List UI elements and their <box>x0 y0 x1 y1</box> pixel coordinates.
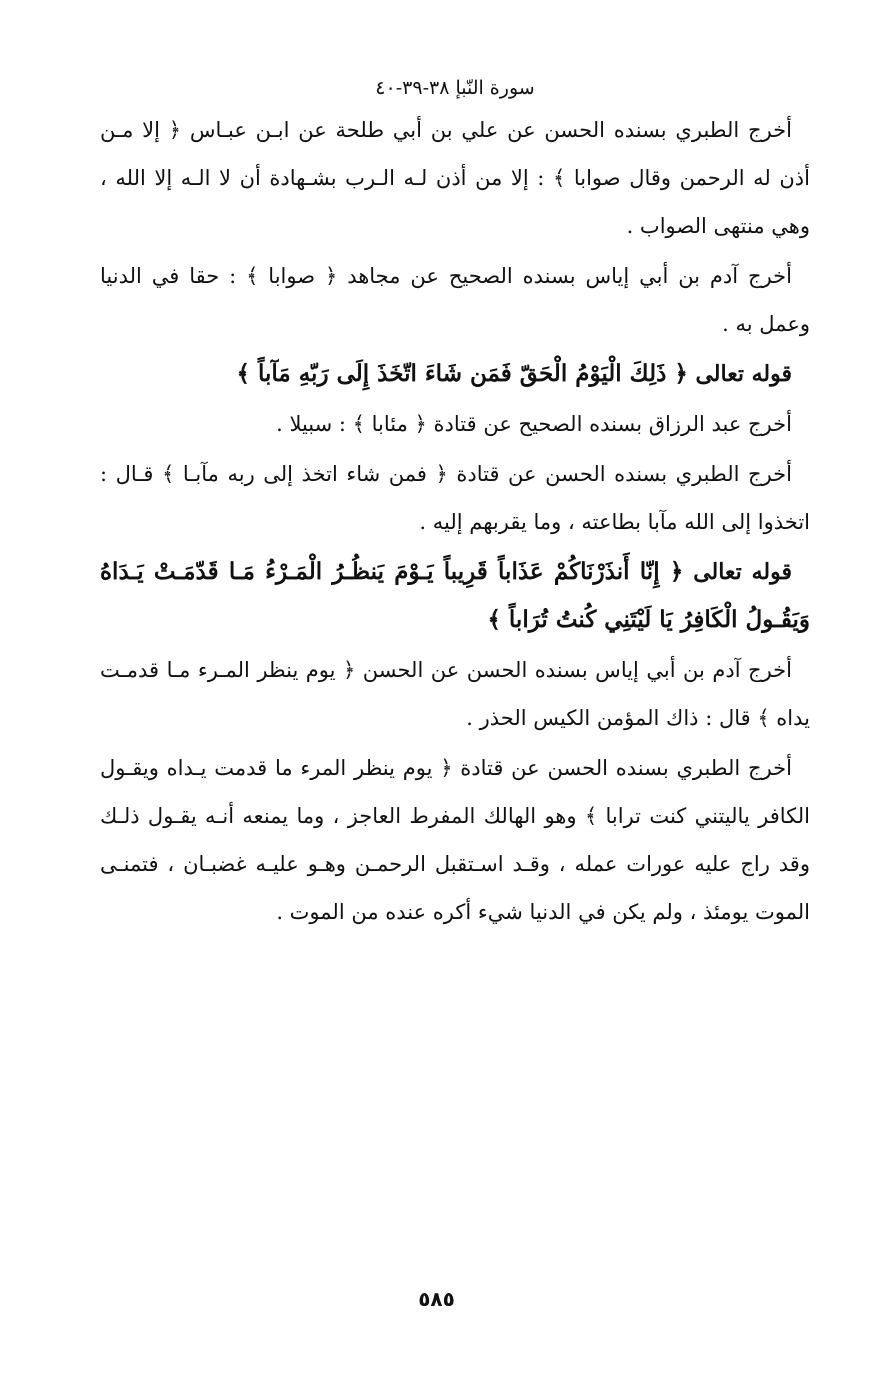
narration-paragraph: أخرج آدم بن أبي إياس بسنده الحسن عن الحسن ﴿ يوم ينظر المـرء مـا قدمـت يداه ﴾ قال : ذاك المؤمن الكيس الحذر . <box>100 658 810 730</box>
narration-paragraph: أخرج عبد الرزاق بسنده الصحيح عن قتادة ﴿ مئابا ﴾ : سبيلا . <box>276 412 792 436</box>
narration-paragraph: أخرج آدم بن أبي إياس بسنده الصحيح عن مجاهد ﴿ صوابا ﴾ : حقا في الدنيا وعمل به . <box>100 264 810 336</box>
page-body <box>100 70 810 938</box>
verse-heading <box>100 350 810 398</box>
running-header: سورة النّبإ ٣٨-٣٩-٤٠ <box>375 77 535 99</box>
verse-lead: قوله تعالى <box>695 361 792 387</box>
verse-quote: ﴿ إِنّا أَنذَرْنَاكُمْ عَذَاباً قَرِيباً يَـوْمَ يَنظُـرُ الْمَـرْءُ مَـا قَدّمَـتْ يَـدَاهُ وَيَقُـولُ الْكَافِرُ يَا لَيْتَنِي كُنتُ تُرَاباً ﴾ <box>100 558 810 633</box>
verse-quote: ﴿ ذَلِكَ الْيَوْمُ الْحَقّ فَمَن شَاءَ اتّخَذَ إِلَى رَبّهِ مَآباً ﴾ <box>236 360 688 387</box>
narration-paragraph: أخرج الطبري بسنده الحسن عن علي بن أبي طلحة عن ابـن عبـاس ﴿ إلا مـن أذن له الرحمن وقال صوابا ﴾ : إلا من أذن لـه الـرب بشـهادة أن لا الـه إلا الله ، وهي منتهى الصواب . <box>100 118 810 238</box>
verse-heading <box>100 548 810 644</box>
narration-paragraph: أخرج الطبري بسنده الحسن عن قتادة ﴿ يوم ينظر المرء ما قدمت يـداه ويقـول الكافر ياليتني كنت ترابا ﴾ وهو الهالك المفرط العاجز ، وما يمنعه أنـه يقـول ذلـك وقد راج عليه عورات عمله ، وقـد اسـتقبل الرحمـن وهـو عليـه غضبـان ، فتمنـى الموت يومئذ ، ولم يكن في الدنيا شيء أكره عنده من الموت . <box>100 756 810 924</box>
verse-lead: قوله تعالى <box>693 559 792 585</box>
narration-paragraph: أخرج الطبري بسنده الحسن عن قتادة ﴿ فمن شاء اتخذ إلى ربه مآبـا ﴾ قـال : اتخذوا إلى الله مآبا بطاعته ، وما يقربهم إليه . <box>100 462 810 534</box>
page-number: ٥٨٥ <box>418 1287 455 1311</box>
